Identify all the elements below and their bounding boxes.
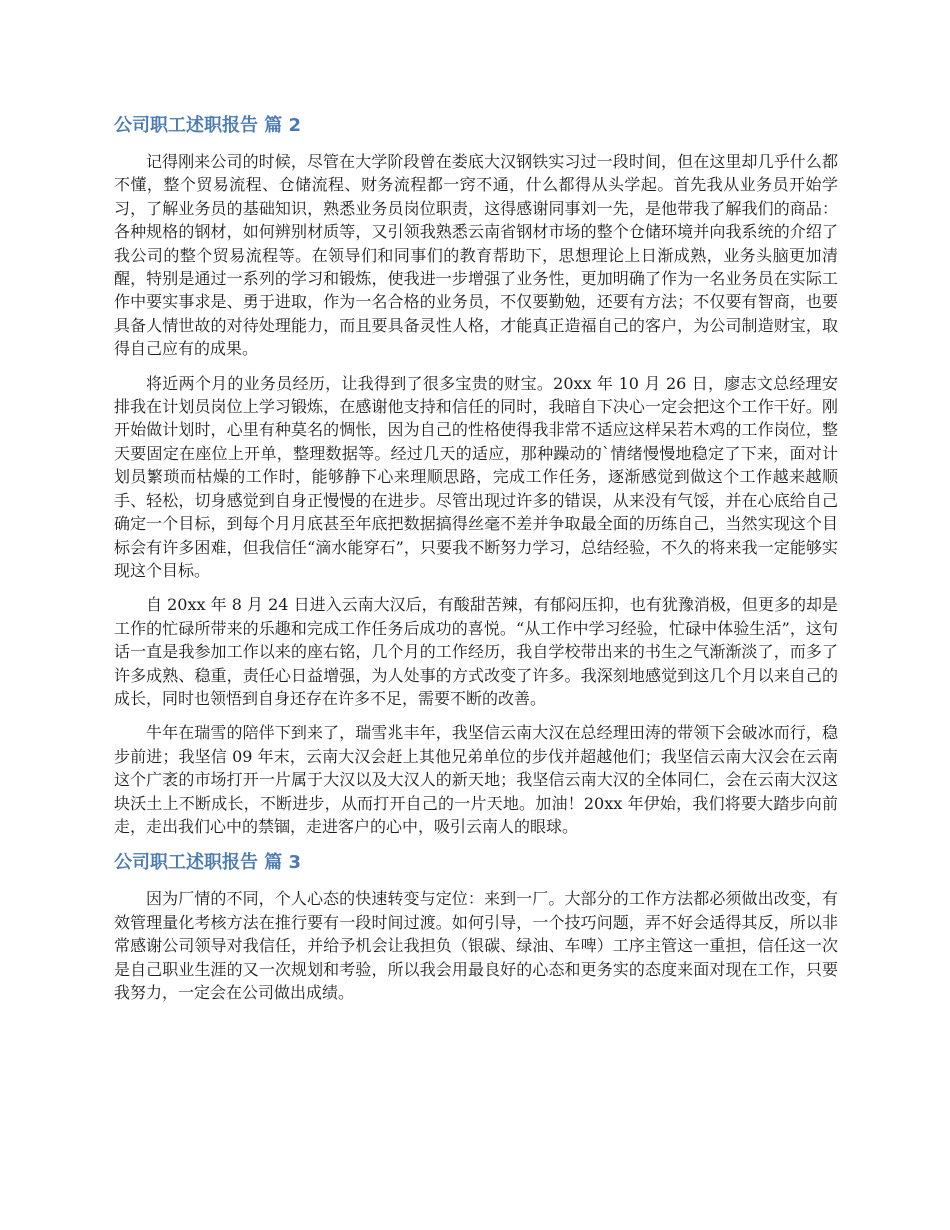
report-section-2 <box>114 112 838 838</box>
paragraph: 牛年在瑞雪的陪伴下到来了，瑞雪兆丰年，我坚信云南大汉在总经理田涛的带领下会破冰而行，稳步前进；我坚信 09 年末，云南大汉会赶上其他兄弟单位的步伐并超越他们；我坚信云南大汉会在云南这个广袤的市场打开一片属于大汉以及大汉人的新天地；我坚信云南大汉的全体同仁，会在云南大汉这块沃土上不断成长，不断进步，从而打开自己的一片天地。加油！20xx 年伊始，我们将要大踏步向前走，走出我们心中的禁锢，走进客户的心中，吸引云南人的眼球。 <box>114 723 838 836</box>
report-section-3 <box>114 849 838 1004</box>
paragraph: 因为厂情的不同，个人心态的快速转变与定位：来到一厂。大部分的工作方法都必须做出改变，有效管理量化考核方法在推行要有一段时间过渡。如何引导，一个技巧问题，弄不好会适得其反，所以非常感谢公司领导对我信任，并给予机会让我担负（银碳、绿油、车啤）工序主管这一重担，信任这一次是自己职业生涯的又一次规划和考验，所以我会用最良好的心态和更务实的态度来面对现在工作，只要我努力，一定会在公司做出成绩。 <box>114 889 838 1002</box>
section-heading: 公司职工述职报告 篇 2 <box>114 115 302 136</box>
section-heading: 公司职工述职报告 篇 3 <box>114 852 302 874</box>
document-page <box>114 112 838 1015</box>
paragraph: 记得刚来公司的时候，尽管在大学阶段曾在娄底大汉钢铁实习过一段时间，但在这里却几乎什么都不懂，整个贸易流程、仓储流程、财务流程都一窍不通，什么都得从头学起。首先我从业务员开始学习，了解业务员的基础知识，熟悉业务员岗位职责，这得感谢同事刘一先，是他带我了解我们的商品：各种规格的钢材，如何辨别材质等，又引领我熟悉云南省钢材市场的整个仓储环境并向我系统的介绍了我公司的整个贸易流程等。在领导们和同事们的教育帮助下，思想理论上日渐成熟，业务头脑更加清醒，特别是通过一系列的学习和锻炼，使我进一步增强了业务性，更加明确了作为一名业务员在实际工作中要实事求是、勇于进取，作为一名合格的业务员，不仅要勤勉，还要有方法；不仅要有智商，也要具备人情世故的对待处理能力，而且要具备灵性人格，才能真正造福自己的客户，为公司制造财宝，取得自己应有的成果。 <box>114 152 838 359</box>
paragraph: 自 20xx 年 8 月 24 日进入云南大汉后，有酸甜苦辣，有郁闷压抑，也有犹豫消极，但更多的却是工作的忙碌所带来的乐趣和完成工作任务后成功的喜悦。“从工作中学习经验，忙碌中体验生活”，这句话一直是我参加工作以来的座右铭，几个月的工作经历，我自学校带出来的书生之气渐渐淡了，而多了许多成熟、稳重，责任心日益增强，为人处事的方式改变了许多。我深刻地感觉到这几个月以来自己的成长，同时也领悟到自身还存在许多不足，需要不断的改善。 <box>114 595 838 708</box>
paragraph: 将近两个月的业务员经历，让我得到了很多宝贵的财宝。20xx 年 10 月 26 日，廖志文总经理安排我在计划员岗位上学习锻炼，在感谢他支持和信任的同时，我暗自下决心一定会把这个工作干好。刚开始做计划时，心里有种莫名的惆怅，因为自己的性格使得我非常不适应这样呆若木鸡的工作岗位，整天要固定在座位上开单，整理数据等。经过几天的适应，那种躁动的`情绪慢慢地稳定了下来，面对计划员繁琐而枯燥的工作时，能够静下心来理顺思路，完成工作任务，逐渐感觉到做这个工作越来越顺手、轻松，切身感觉到自身正慢慢的在进步。尽管出现过许多的错误，从来没有气馁，并在心底给自己确定一个目标，到每个月月底甚至年底把数据搞得丝毫不差并争取最全面的历练自己，当然实现这个目标会有许多困难，但我信任“滴水能穿石”，只要我不断努力学习，总结经验，不久的将来我一定能够实现这个目标。 <box>114 373 838 580</box>
